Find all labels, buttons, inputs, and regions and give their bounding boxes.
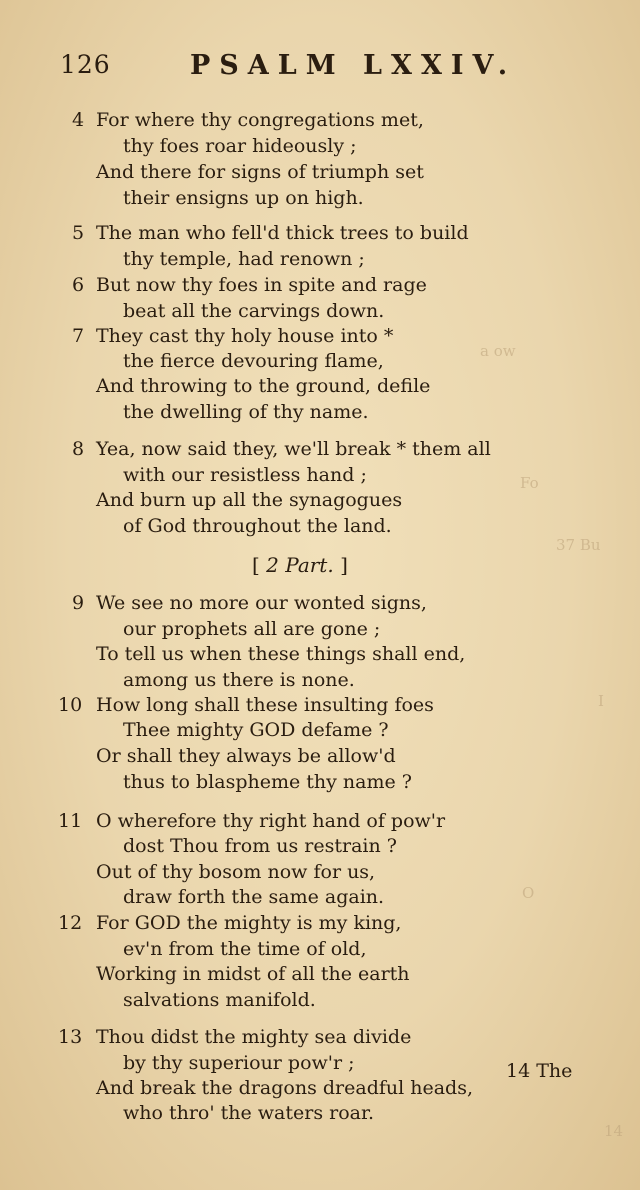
verse-line: beat all the carvings down. (123, 300, 385, 322)
show-through-text: Fo (520, 474, 539, 492)
verse-line: of God throughout the land. (123, 515, 392, 537)
show-through-text: 37 Bu (556, 536, 601, 554)
verse-line: with our resistless hand ; (123, 464, 367, 486)
verse-line: thy temple, had renown ; (123, 248, 365, 270)
verse-line: among us there is none. (123, 669, 355, 691)
verse-line: thy foes roar hideously ; (123, 135, 357, 157)
show-through-text: a ow (480, 342, 516, 360)
show-through-text: I (598, 692, 604, 710)
verse-number: 4 (72, 109, 85, 131)
verse-line: by thy superiour pow'r ; (123, 1052, 355, 1074)
verse-number: 11 (58, 810, 83, 832)
verse-line: Or shall they always be allow'd (96, 745, 396, 767)
verse-line: their ensigns up on high. (123, 187, 364, 209)
verse-line: O wherefore thy right hand of pow'r (96, 810, 446, 832)
verse-line: the dwelling of thy name. (123, 401, 369, 423)
verse-line: the fierce devouring flame, (123, 350, 384, 372)
verse-line: thus to blaspheme thy name ? (123, 771, 412, 793)
part-label: 2 Part. (266, 553, 334, 577)
verse-number: 12 (58, 912, 83, 934)
verse-line: our prophets all are gone ; (123, 618, 381, 640)
verse-line: salvations manifold. (123, 989, 316, 1011)
verse-line: For GOD the mighty is my king, (96, 912, 402, 934)
verse-line: For where thy congregations met, (96, 109, 424, 131)
verse-line: And burn up all the synagogues (96, 489, 403, 511)
verse-line: Thee mighty GOD defame ? (123, 719, 389, 741)
verse-line: Out of thy bosom now for us, (96, 861, 376, 883)
verse-line: To tell us when these things shall end, (96, 643, 466, 665)
verse-line: Working in midst of all the earth (96, 963, 410, 985)
verse-line: But now thy foes in spite and rage (96, 274, 427, 296)
part-bracket-open: [ (252, 553, 260, 577)
part-divider (252, 553, 348, 577)
verse-line: dost Thou from us restrain ? (123, 835, 397, 857)
verse-line: ev'n from the time of old, (123, 938, 367, 960)
show-through-text: 14 (604, 1122, 624, 1140)
verse-line: They cast thy holy house into * (96, 325, 394, 347)
verse-number: 6 (72, 274, 85, 296)
verse-number: 8 (72, 438, 85, 460)
running-title: PSALM LXXIV. (190, 50, 517, 81)
verse-line: Thou didst the mighty sea divide (96, 1026, 412, 1048)
verse-line: We see no more our wonted signs, (96, 592, 427, 614)
page-number: 126 (60, 50, 111, 79)
part-bracket-close: ] (340, 553, 348, 577)
verse-number: 13 (58, 1026, 83, 1048)
verse-line: draw forth the same again. (123, 886, 385, 908)
show-through-text: O (522, 884, 535, 902)
catchword: 14 The (506, 1060, 573, 1082)
verse-line: Yea, now said they, we'll break * them all (96, 438, 491, 460)
page-header (60, 50, 520, 90)
verse-number: 5 (72, 222, 85, 244)
verse-number: 7 (72, 325, 85, 347)
verse-number: 10 (58, 694, 83, 716)
verse-line: And there for signs of triumph set (96, 161, 424, 183)
verse-line: And break the dragons dreadful heads, (96, 1077, 474, 1099)
verse-line: who thro' the waters roar. (123, 1102, 375, 1124)
verse-line: How long shall these insulting foes (96, 694, 434, 716)
verse-line: And throwing to the ground, defile (96, 375, 431, 397)
verse-number: 9 (72, 592, 85, 614)
verse-line: The man who fell'd thick trees to build (96, 222, 469, 244)
